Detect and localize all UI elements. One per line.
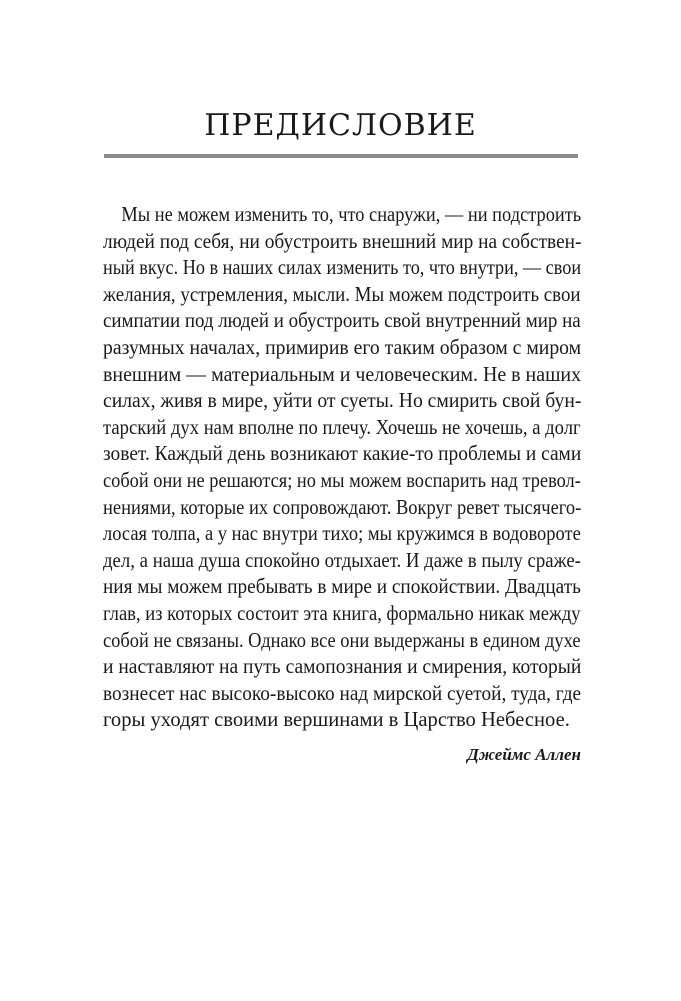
text-line: собой они не решаются; но мы можем воспарить над тревол-	[103, 469, 581, 492]
text-line: вознесет нас высоко-высоко над мирской суетой, туда, где	[103, 682, 582, 705]
text-line: силах, живя в мире, уйти от суеты. Но смирить свой бун-	[103, 390, 582, 413]
text-line: и наставляют на путь самопознания и смирения, который	[103, 656, 582, 679]
text-line: внешним — материальным и человеческим. Не в наших	[103, 363, 582, 386]
text-line: дел, а наша душа спокойно отдыхает. И даже в пылу сраже-	[103, 549, 581, 572]
text-line: людей под себя, ни обустроить внешний мир на собствен-	[103, 230, 582, 253]
text-line: горы уходят своими вершинами в Царство Небесное.	[103, 709, 570, 732]
title-divider	[104, 154, 578, 158]
text-line: собой не связаны. Однако все они выдержаны в едином духе	[103, 629, 581, 652]
text-line: ния мы можем пребывать в мире и спокойствии. Двадцать	[103, 576, 581, 599]
text-line: зовет. Каждый день возникают какие-то проблемы и сами	[103, 443, 582, 466]
text-line: нениями, которые их сопровождают. Вокруг ревет тысячего-	[103, 496, 582, 519]
text-line: желания, устремления, мысли. Мы можем подстроить свои	[103, 283, 581, 306]
text-line: глав, из которых состоит эта книга, формально никак между	[103, 602, 581, 625]
preface-body	[103, 202, 581, 734]
page-title: ПРЕДИСЛОВИЕ	[204, 108, 477, 143]
text-line: ный вкус. Но в наших силах изменить то, что внутри, — свои	[103, 257, 582, 280]
text-line: лосая толпа, а у нас внутри тихо; мы кружимся в водовороте	[103, 523, 581, 546]
author-signature: Джеймс Аллен	[467, 745, 581, 764]
text-line: симпатии под людей и обустроить свой внутренний мир на	[103, 310, 581, 333]
text-line: тарский дух нам вполне по плечу. Хочешь не хочешь, а долг	[103, 416, 581, 439]
text-line: Мы не можем изменить то, что снаружи, — ни подстроить	[103, 204, 582, 226]
text-line: разумных началах, примирив его таким образом с миром	[103, 336, 582, 359]
